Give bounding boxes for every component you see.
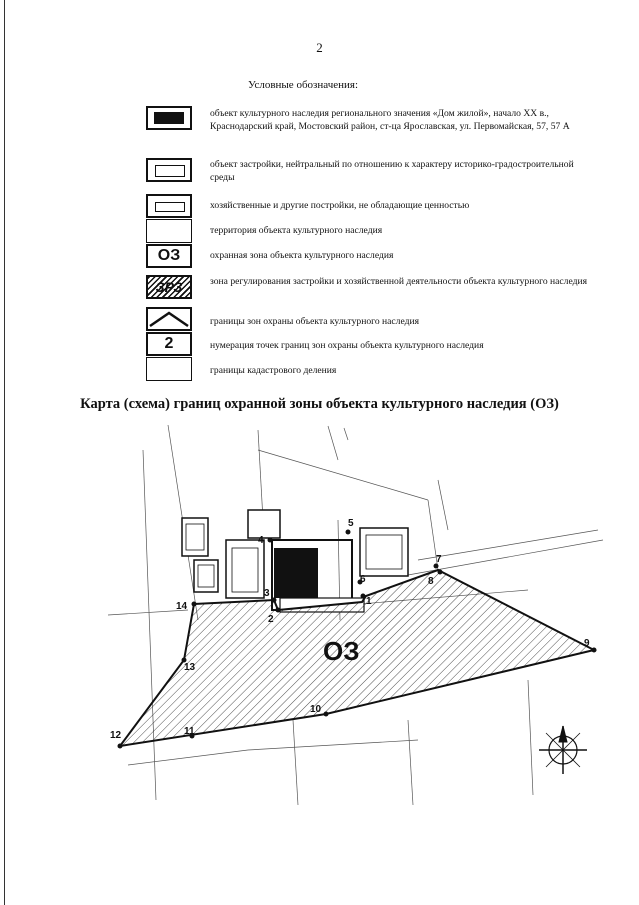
zrz-label: ЗРЗ [155, 279, 183, 295]
point-label-10: 10 [310, 704, 322, 715]
point-label-9: 9 [584, 638, 590, 649]
point-label-12: 12 [110, 730, 122, 741]
point-label-2: 2 [268, 614, 274, 625]
inner-rect-icon [155, 165, 185, 177]
legend-title: Условные обозначения: [248, 79, 359, 91]
legend-text: объект культурного наследия регионального значения «Дом жилой», начало XX в., Краснодарский край, Мостовский район, ст-ца Ярославская, ул. Первомайская, 57, 57 А [210, 108, 570, 132]
page-left-edge [4, 0, 5, 905]
filled-rect-icon [154, 112, 184, 124]
point-label-4: 4 [258, 535, 264, 546]
legend-symbol-empty-rect [146, 219, 192, 243]
point-label-5: 5 [348, 518, 354, 529]
map-title: Карта (схема) границ охранной зоны объекта культурного наследия (ОЗ) [80, 396, 559, 412]
point-label-7: 7 [436, 554, 442, 565]
protection-zone-map [108, 420, 608, 805]
point-label-13: 13 [184, 662, 196, 673]
point-label-3: 3 [264, 588, 270, 599]
inner-rect-icon [155, 202, 185, 212]
north-arrow-icon [539, 726, 587, 774]
zone-label-oz: ОЗ [323, 636, 360, 666]
point-label-1: 1 [366, 596, 372, 607]
page-number: 2 [316, 40, 323, 55]
legend-text: охранная зона объекта культурного наследия [210, 250, 394, 261]
legend-text: территория объекта культурного наследия [210, 225, 383, 236]
point-label-6: 6 [360, 574, 366, 585]
legend-text: границы кадастрового деления [210, 365, 337, 376]
oz-label: ОЗ [157, 247, 181, 264]
legend-symbol-thin-rect [146, 357, 192, 381]
boundary-line-icon [148, 309, 190, 329]
legend-text: зона регулирования застройки и хозяйственной деятельности объекта культурного наследия [210, 276, 588, 287]
legend-symbol-double-rect [146, 158, 192, 182]
legend-text: хозяйственные и другие постройки, не обладающие ценностью [210, 200, 470, 211]
legend-symbol-filled [146, 106, 192, 130]
point-label-8: 8 [428, 576, 434, 587]
cultural-heritage-object [274, 548, 318, 598]
legend-text: границы зон охраны объекта культурного наследия [210, 316, 420, 327]
legend-symbol-oz [146, 244, 192, 268]
number-label: 2 [164, 335, 174, 352]
point-label-14: 14 [176, 601, 188, 612]
legend-symbol-zrz [146, 275, 192, 299]
legend-symbol-number-box [146, 332, 192, 356]
legend-text: нумерация точек границ зон охраны объекта культурного наследия [210, 340, 484, 351]
legend-symbol-boundary-line [146, 307, 192, 331]
legend-symbol-double-rect-small [146, 194, 192, 218]
legend-text: объект застройки, нейтральный по отношению к характеру историко-градостроительной среды [210, 159, 574, 183]
point-label-11: 11 [184, 726, 195, 737]
